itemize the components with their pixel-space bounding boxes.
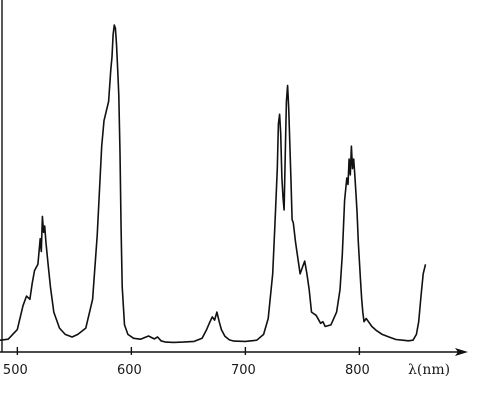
x-axis-label: λ(nm) [408, 362, 451, 378]
x-tick-label: 600 [116, 363, 142, 378]
x-tick-label: 800 [344, 363, 370, 378]
plot-area [0, 25, 426, 342]
x-tick-label: 500 [2, 363, 28, 378]
series-line-0 [0, 25, 426, 342]
x-tick-label: 700 [230, 363, 256, 378]
